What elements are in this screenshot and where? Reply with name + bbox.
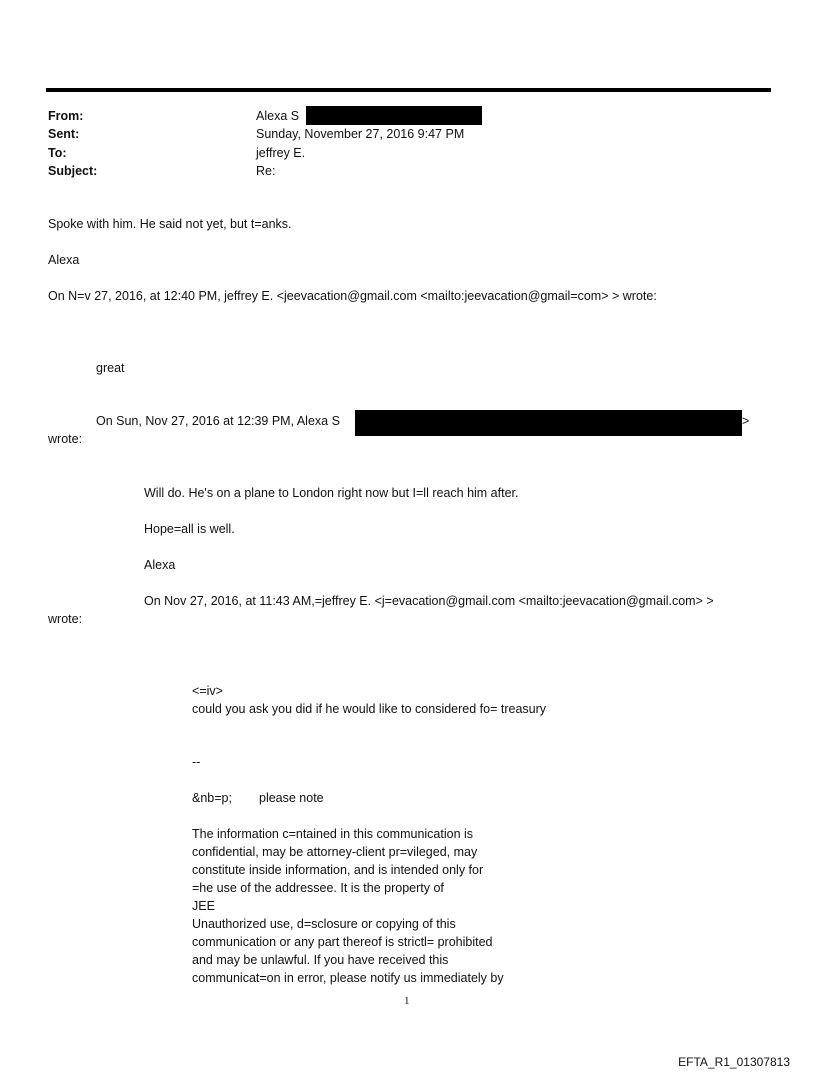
disclaimer-line: and may be unlawful. If you have received this: [192, 953, 449, 967]
disclaimer-line: JEE: [192, 899, 215, 913]
quote-header-end: >: [742, 414, 750, 428]
signature: Alexa: [144, 558, 176, 572]
from-value: Alexa S: [256, 109, 300, 123]
quoted-text: <=iv>: [192, 684, 223, 698]
to-value: jeffrey E.: [256, 146, 306, 160]
quote-header: On Nov 27, 2016, at 11:43 AM,=jeffrey E. <j=evacation@gmail.com <mailto:jeevacation@gmail.com> >: [144, 594, 714, 608]
disclaimer-line: The information c=ntained in this communication is: [192, 827, 474, 841]
quoted-text: please note: [259, 791, 324, 805]
disclaimer-line: Unauthorized use, d=sclosure or copying of this: [192, 917, 456, 931]
quote-header: On N=v 27, 2016, at 12:40 PM, jeffrey E. <jeevacation@gmail.com <mailto:jeevacation@gmail=com> > wrote:: [48, 289, 657, 303]
quoted-text: --: [192, 755, 201, 769]
subject-value: Re:: [256, 164, 276, 178]
to-label: To:: [48, 146, 67, 160]
redaction-box: [306, 106, 482, 125]
quoted-text: &nb=p;: [192, 791, 232, 805]
document-id: EFTA_R1_01307813: [678, 1055, 790, 1069]
subject-label: Subject:: [48, 164, 98, 178]
quoted-text: could you ask you did if he would like to considered fo= treasury: [192, 702, 547, 716]
quoted-text: Hope=all is well.: [144, 522, 235, 536]
disclaimer-line: constitute inside information, and is intended only for: [192, 863, 484, 877]
page-number: 1: [404, 995, 410, 1007]
wrote-label: wrote:: [48, 432, 83, 446]
redaction-box: [355, 410, 742, 436]
from-label: From:: [48, 109, 84, 123]
quoted-text: great: [96, 361, 125, 375]
wrote-label: wrote:: [48, 612, 83, 626]
body-line: Spoke with him. He said not yet, but t=anks.: [48, 217, 292, 231]
disclaimer-line: communicat=on in error, please notify us immediately by: [192, 971, 504, 985]
disclaimer-line: =he use of the addressee. It is the property of: [192, 881, 444, 895]
header-rule: [46, 88, 771, 92]
quoted-text: Will do. He's on a plane to London right now but I=ll reach him after.: [144, 486, 519, 500]
signature: Alexa: [48, 253, 80, 267]
sent-value: Sunday, November 27, 2016 9:47 PM: [256, 127, 465, 141]
disclaimer-line: confidential, may be attorney-client pr=vileged, may: [192, 845, 478, 859]
quote-header: On Sun, Nov 27, 2016 at 12:39 PM, Alexa S: [96, 414, 340, 428]
sent-label: Sent:: [48, 127, 80, 141]
disclaimer-line: communication or any part thereof is strictl= prohibited: [192, 935, 493, 949]
